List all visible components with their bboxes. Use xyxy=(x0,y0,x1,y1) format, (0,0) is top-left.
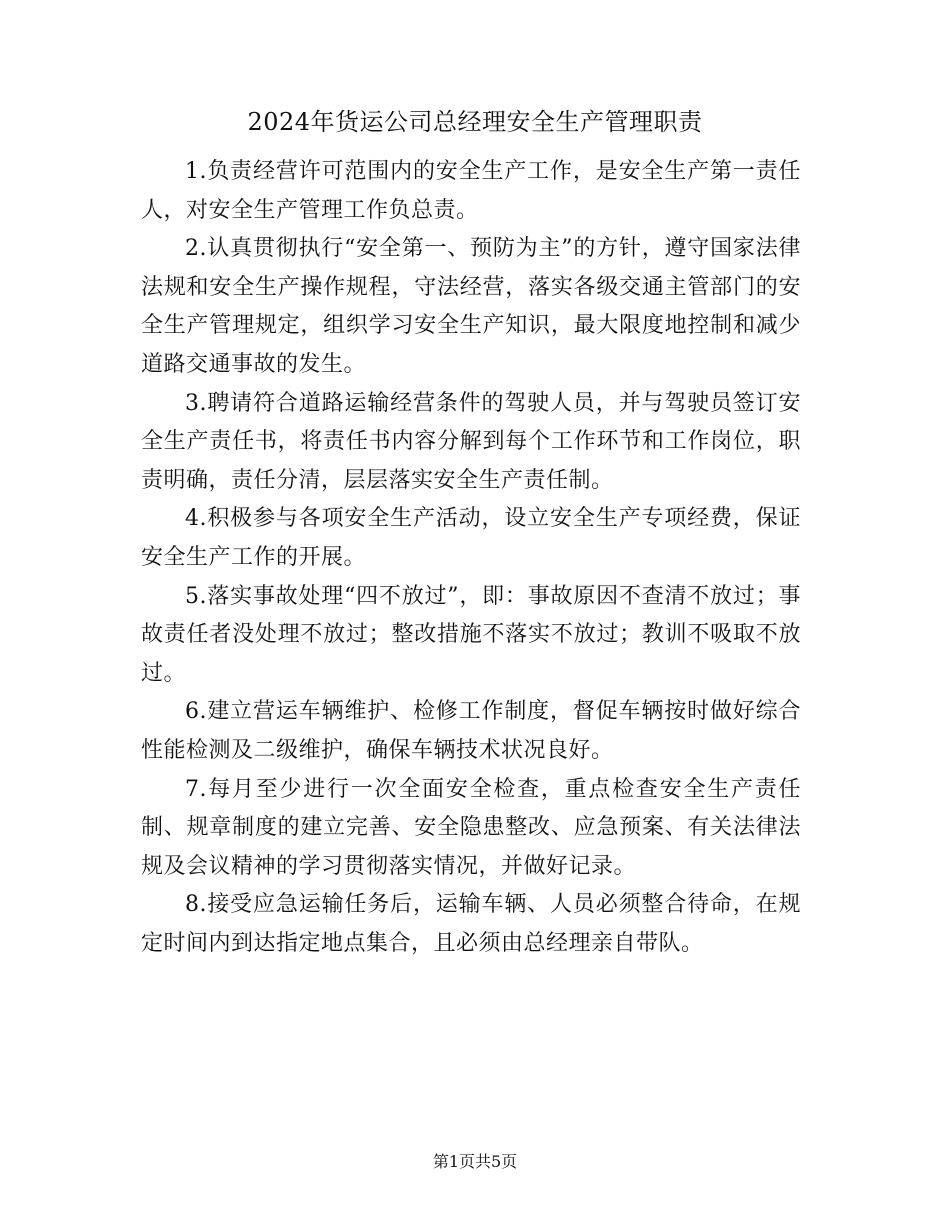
paragraph-8: 8.接受应急运输任务后，运输车辆、人员必须整合待命，在规定时间内到达指定地点集合，且必须由总经理亲自带队。 xyxy=(141,892,801,956)
paragraph-4: 4.积极参与各项安全生产活动，设立安全生产专项经费，保证安全生产工作的开展。 xyxy=(141,506,801,570)
paragraph-6: 6.建立营运车辆维护、检修工作制度，督促车辆按时做好综合性能检测及二级维护，确保车辆技术状况良好。 xyxy=(141,699,801,763)
paragraph-3: 3.聘请符合道路运输经营条件的驾驶人员，并与驾驶员签订安全生产责任书，将责任书内容分解到每个工作环节和工作岗位，职责明确，责任分清，层层落实安全生产责任制。 xyxy=(141,390,801,493)
paragraph-7: 7.每月至少进行一次全面安全检查，重点检查安全生产责任制、规章制度的建立完善、安全隐患整改、应急预案、有关法律法规及会议精神的学习贯彻落实情况，并做好记录。 xyxy=(141,776,801,879)
page-number: 第1页共5页 xyxy=(432,1152,518,1171)
paragraph-1: 1.负责经营许可范围内的安全生产工作，是安全生产第一责任人，对安全生产管理工作负总责。 xyxy=(141,159,801,223)
paragraph-2: 2.认真贯彻执行“安全第一、预防为主”的方针，遵守国家法律法规和安全生产操作规程，守法经营，落实各级交通主管部门的安全生产管理规定，组织学习安全生产知识，最大限度地控制和减少道路交通事故的发生。 xyxy=(141,236,801,377)
document-title: 2024年货运公司总经理安全生产管理职责 xyxy=(247,108,703,136)
paragraph-5: 5.落实事故处理“四不放过”，即：事故原因不查清不放过；事故责任者没处理不放过；整改措施不落实不放过；教训不吸取不放过。 xyxy=(141,583,801,686)
document-body xyxy=(141,153,801,963)
